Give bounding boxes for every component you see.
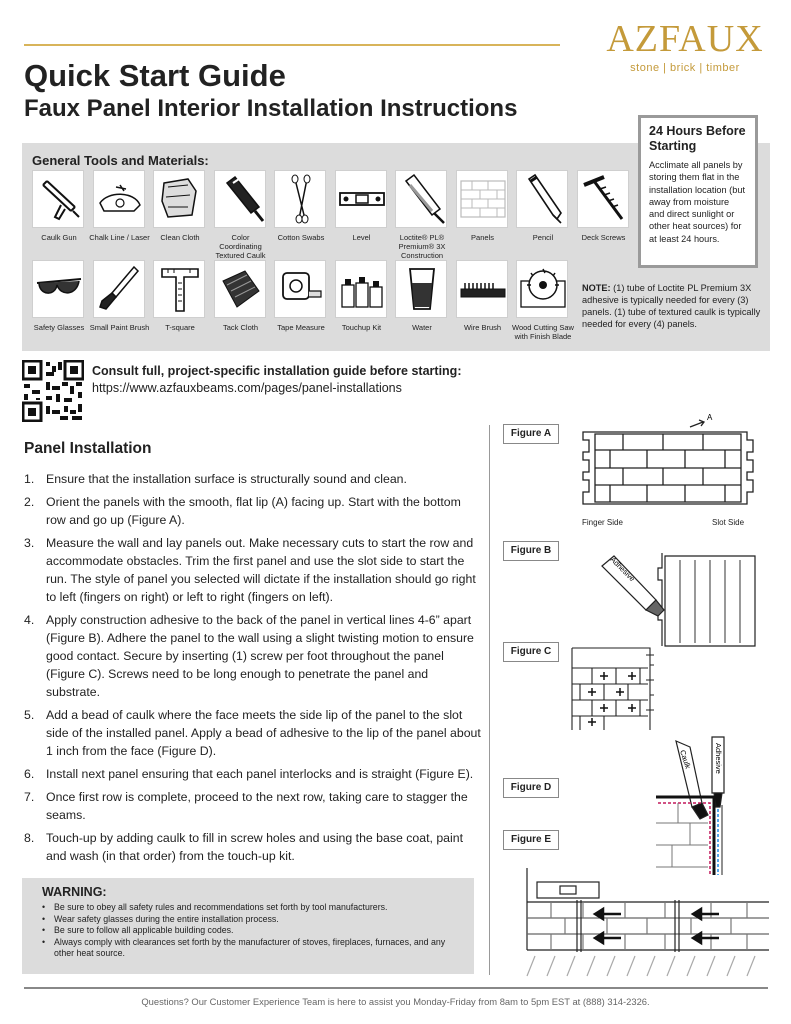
cloth-icon <box>154 171 206 229</box>
tool-label: Color Coordinating Textured Caulk <box>215 233 266 260</box>
tool-tack-cloth <box>214 260 266 332</box>
installation-step <box>24 765 484 783</box>
caulk-tube-icon <box>215 171 267 229</box>
wire-brush-icon <box>457 261 509 319</box>
touchup-kit-icon <box>336 261 388 319</box>
adhesive-note <box>582 282 766 330</box>
tool-panels <box>456 170 508 242</box>
consult-heading: Consult full, project-specific installation guide before starting: <box>92 364 462 378</box>
tool-caulk-tube <box>214 170 266 260</box>
water-glass-icon <box>396 261 448 319</box>
installation-step <box>24 611 484 701</box>
figure-d-caulk-diagram <box>650 735 740 875</box>
acclimate-title: 24 Hours Before Starting <box>649 124 746 153</box>
acclimate-box <box>638 115 758 268</box>
figure-b-tube-label: Adhesive <box>608 555 637 584</box>
caulk-gun-icon <box>33 171 85 229</box>
tool-wire-brush <box>456 260 508 332</box>
panels-icon <box>457 171 509 229</box>
tool-cotton-swab <box>274 170 326 242</box>
installation-heading: Panel Installation <box>24 440 152 457</box>
tool-touchup-kit <box>335 260 387 332</box>
step-number: 8. <box>24 831 35 845</box>
tool-label: Pencil <box>532 233 554 242</box>
step-text: Once first row is complete, proceed to the next row, taking care to stagger the seams. <box>46 790 468 822</box>
tool-label: Level <box>352 233 371 242</box>
installation-steps <box>24 470 484 870</box>
warning-item: • Wear safety glasses during the entire installation process. <box>42 913 279 924</box>
tool-saw-blade <box>512 260 574 341</box>
installation-step <box>24 788 484 824</box>
tool-label: Caulk Gun <box>41 233 77 242</box>
tool-tape-measure <box>274 260 326 332</box>
level-icon <box>336 171 388 229</box>
step-number: 7. <box>24 790 35 804</box>
step-text: Ensure that the installation surface is structurally sound and clean. <box>46 472 407 486</box>
tool-caulk-gun <box>32 170 84 242</box>
step-text: Add a bead of caulk where the face meets the side lip of the panel to the slot side of the installed panel. Apply a bead of adhesive to the lip of the panel about 1 inch from the face (Figure D). <box>46 708 481 758</box>
warning-title: WARNING: <box>42 885 107 899</box>
cotton-swab-icon <box>275 171 327 229</box>
step-text: Apply construction adhesive to the back of the panel in vertical lines 4-6” apart (Figure B). Adhere the panel to the wall using a slight twisting motion to ensure good contact. Secure by inserting (1) screw per foot throughout the panel (Figure C). Screws need to be long enough to penetrate the panel and substrate. <box>46 613 474 699</box>
tool-label: T-square <box>165 323 195 332</box>
tool-label: Wood Cutting Saw with Finish Blade <box>512 323 574 341</box>
qr-code-icon[interactable] <box>22 360 84 422</box>
warning-item: • Be sure to obey all safety rules and recommendations set forth by tool manufacturers. <box>42 902 388 912</box>
tool-level <box>335 170 387 242</box>
page-title: Quick Start Guide <box>24 58 286 93</box>
figure-c-screws-diagram <box>568 640 658 735</box>
tool-label: Tack Cloth <box>222 323 258 332</box>
warning-text: Be sure to obey all safety rules and recommendations set forth by tool manufacturers. <box>54 902 388 912</box>
footer-contact: Questions? Our Customer Experience Team is here to assist you Monday-Friday from 8am to 5pm EST at (888) 314-2326. <box>141 996 650 1007</box>
consult-link[interactable]: https://www.azfauxbeams.com/pages/panel-installations <box>92 381 402 395</box>
footer-rule <box>24 987 768 989</box>
tool-water-glass <box>395 260 447 332</box>
warning-text: Always comply with clearances set forth by the manufacturer of stoves, fireplaces, furnaces, and any other heat source. <box>54 936 446 959</box>
figure-e-interlock-diagram <box>525 866 771 978</box>
step-number: 4. <box>24 613 35 627</box>
saw-blade-icon <box>517 261 569 319</box>
installation-step <box>24 534 484 606</box>
header-rule <box>24 44 560 46</box>
tool-label: Water <box>412 323 432 332</box>
adhesive-tube-icon <box>396 171 448 229</box>
tool-screw <box>577 170 629 242</box>
tool-label: Deck Screws <box>581 233 626 242</box>
note-text: (1) tube of Loctite PL Premium 3X adhesive is typically needed for every (3) panels. (1) tube of textured caulk is typically needed for every (4) panels. <box>582 283 761 329</box>
tool-paint-brush <box>89 260 150 332</box>
note-label: NOTE: <box>582 283 611 293</box>
warning-item: • Always comply with clearances set forth by the manufacturer of stoves, fireplaces, furnaces, and any other heat source. <box>42 937 460 960</box>
tool-t-square <box>153 260 205 332</box>
tool-label: Wire Brush <box>463 323 502 332</box>
installation-step <box>24 706 484 760</box>
warning-item: • Be sure to follow all applicable building codes. <box>42 925 234 936</box>
tack-cloth-icon <box>215 261 267 319</box>
figure-b-label: Figure B <box>503 541 559 561</box>
step-text: Orient the panels with the smooth, flat lip (A) facing up. Start with the bottom row and go up (Figure A). <box>46 495 461 527</box>
tool-pencil <box>516 170 568 242</box>
tool-label: Touchup Kit <box>341 323 382 332</box>
tool-label: Panels <box>471 233 494 242</box>
screw-icon <box>578 171 630 229</box>
tape-measure-icon <box>275 261 327 319</box>
figure-b-adhesive-diagram <box>590 548 760 648</box>
figure-a-lip-label: A <box>707 413 713 422</box>
brand-logo[interactable] <box>600 18 770 74</box>
step-number: 3. <box>24 536 35 550</box>
tool-chalk-line <box>89 170 150 242</box>
page-subtitle: Faux Panel Interior Installation Instructions <box>24 95 518 122</box>
logo-tagline: stone | brick | timber <box>630 62 740 74</box>
warning-text: Wear safety glasses during the entire installation process. <box>54 913 279 924</box>
step-number: 6. <box>24 767 35 781</box>
chalk-line-icon <box>94 171 146 229</box>
slot-side-caption: Slot Side <box>712 518 745 527</box>
tool-label: Clean Cloth <box>160 233 200 242</box>
tool-adhesive-tube <box>395 170 447 260</box>
step-text: Install next panel ensuring that each panel interlocks and is straight (Figure E). <box>46 767 474 781</box>
step-text: Touch-up by adding caulk to fill in screw holes and using the base coat, paint and wash (in that order) from the touch-up kit. <box>46 831 463 863</box>
warning-text: Be sure to follow all applicable building codes. <box>54 925 234 936</box>
tool-label: Loctite® PL® Premium® 3X Construction <box>398 233 446 260</box>
t-square-icon <box>154 261 206 319</box>
figure-a-panel-diagram <box>575 410 760 515</box>
step-number: 1. <box>24 472 35 486</box>
safety-glasses-icon <box>33 261 85 319</box>
figure-d-caulk-label: Caulk <box>678 748 693 770</box>
step-number: 5. <box>24 708 35 722</box>
figure-a-label: Figure A <box>503 424 559 444</box>
acclimate-text: Acclimate all panels by storing them flat in the installation location (but away from moisture and direct sunlight or other heat sources) for at least 24 hours. <box>649 160 746 244</box>
warning-box <box>22 878 474 974</box>
step-text: Measure the wall and lay panels out. Make necessary cuts to start the row and accommodate obstacles. Trim the first panel and use the slot side to start the run. The style of panel you selected will dictate if the installation should go right to left (fingers on right) or left to right (fingers on left). <box>46 536 476 604</box>
tool-label: Chalk Line / Laser <box>89 233 150 242</box>
tool-cloth <box>153 170 205 242</box>
figure-e-label: Figure E <box>503 830 559 850</box>
pencil-icon <box>517 171 569 229</box>
paint-brush-icon <box>94 261 146 319</box>
tools-heading: General Tools and Materials: <box>32 153 209 168</box>
figure-c-label: Figure C <box>503 642 559 662</box>
figure-d-adhesive-label: Adhesive <box>714 743 723 774</box>
figure-divider <box>489 425 490 975</box>
tool-label: Tape Measure <box>277 323 325 332</box>
installation-step <box>24 470 484 488</box>
tool-label: Safety Glasses <box>33 323 85 332</box>
finger-side-caption: Finger Side <box>582 518 623 527</box>
installation-step <box>24 829 484 865</box>
tool-safety-glasses <box>32 260 85 332</box>
step-number: 2. <box>24 495 35 509</box>
tool-label: Cotton Swabs <box>277 233 325 242</box>
installation-step <box>24 493 484 529</box>
tool-label: Small Paint Brush <box>89 323 150 332</box>
logo-text: AZFAUX <box>606 18 764 60</box>
figure-d-label: Figure D <box>503 778 559 798</box>
